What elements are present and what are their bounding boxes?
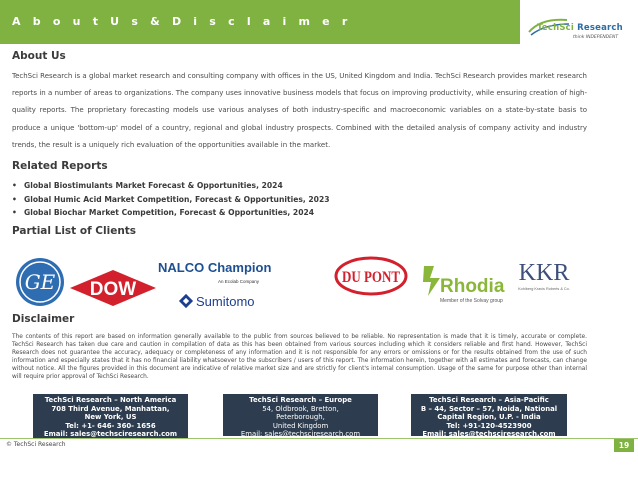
- logo-tagline: think INDEPENDENT: [573, 35, 619, 40]
- email-link[interactable]: Email: sales@techsciresearch.com: [240, 430, 361, 439]
- email-link[interactable]: Email: sales@techsciresearch.com: [43, 430, 178, 439]
- website-link[interactable]: www.techsciresearch.com: [255, 438, 346, 447]
- copyright: © TechSci Research: [6, 441, 66, 448]
- disclaimer-body: The contents of this report are based on information generally available to the public from sources believed to be reliable. No representation is made that it is timely, accurate or complete. TechSci Research has taken due care and caution in compilation of data as this has been obtained from various sources including which it considers reliable and first hand. However, TechSci Research does not guarantee the accuracy, adequacy or completeness of any information and it is not responsible for any errors or omissions or for the results obtained from the use of such information and especially states that it has no financial liability whatsoever to the subscribers / users of this report. The information herein, together with all estimates and forecasts, can change without notice. All the figures provided in this document are indicative of relative market size and are strictly for client's internal consumption. Usage of the same for purpose other than internal will require prior approval of TechSci Research.: [12, 334, 587, 381]
- svg-text:GE: GE: [24, 270, 56, 294]
- kkr-logo: [512, 258, 576, 298]
- report-link-biostimulants[interactable]: • Global Biostimulants Market Forecast & Opportunities, 2024: [12, 181, 283, 190]
- report-link-humic-acid[interactable]: • Global Humic Acid Market Competition, Forecast & Opportunities, 2023: [12, 194, 330, 204]
- website-link[interactable]: www.techsciresearch.com: [438, 438, 540, 447]
- svg-text:Kohlberg Kravis Roberts & Co.: Kohlberg Kravis Roberts & Co.: [518, 287, 570, 291]
- client-logos: [0, 248, 638, 308]
- svg-text:NALCO Champion: NALCO Champion: [158, 260, 272, 275]
- email-link[interactable]: Email: sales@techsciresearch.com: [422, 430, 556, 439]
- logo-text: TechSci Research: [537, 23, 623, 33]
- contact-box-north-america: TechSci Research – North America 708 Third Avenue, Manhattan, New York, US Tel: +1- 646- 360- 1656 Email: sales@techsciresearch.com www.techsciresearch.com: [33, 394, 188, 438]
- nalco-champion-logo: [158, 258, 276, 288]
- svg-text:Rhodia: Rhodia: [440, 276, 505, 297]
- contact-box-asia-pacific: TechSci Research – Asia-Pacific B – 44, Sector – 57, Noida, National Capital Region, U.P. - India Tel: +91-120-4523900 Email: sales@techsciresearch.com www.techsciresearch.com: [411, 394, 567, 436]
- about-body: TechSci Research is a global market research and consulting company with offices in the US, United Kingdom and India. TechSci Research provides market research reports in a number of areas to organizations. The company uses innovative business models that focus on improving productivity, while ensuring creation of high-quality reports. The proprietary forecasting models use various analyses of both industry-specific and macroeconomic variables on a state-by-state basis to produce a unique 'bottom-up' model of a country, regional and global industry prospects. Combined with the detailed analysis of company activity and industry trends, the result is a uniquely rich evaluation of the opportunities available in the market.: [12, 72, 587, 149]
- page-title: A b o u t U s & D i s c l a i m e r: [12, 15, 352, 28]
- contact-box-europe: TechSci Research – Europe 54, Oldbrook, Bretton, Peterborough, United Kingdom Email: sales@techsciresearch.com www.techsciresearch.com: [223, 394, 378, 436]
- rhodia-logo: [420, 262, 510, 310]
- header-bar: [0, 0, 520, 44]
- related-reports-heading: Related Reports: [12, 160, 108, 172]
- disclaimer-heading: Disclaimer: [12, 313, 75, 325]
- ge-logo: [14, 256, 66, 308]
- page-number: 19: [614, 439, 634, 452]
- sumitomo-logo: [178, 292, 282, 310]
- website-link[interactable]: www.techsciresearch.com: [59, 438, 162, 447]
- related-reports-list: [12, 179, 330, 220]
- clients-heading: Partial List of Clients: [12, 225, 137, 237]
- footer-divider: [0, 438, 638, 439]
- svg-text:DU PONT: DU PONT: [342, 269, 401, 286]
- svg-text:Member of the Solvay group: Member of the Solvay group: [440, 298, 503, 304]
- svg-text:An Ecolab Company: An Ecolab Company: [218, 279, 260, 284]
- svg-text:Sumitomo: Sumitomo: [196, 294, 255, 309]
- report-link-biochar[interactable]: • Global Biochar Market Competition, Forecast & Opportunities, 2024: [12, 208, 315, 217]
- dupont-logo: [334, 256, 408, 296]
- dow-logo: [66, 268, 160, 308]
- techsci-logo: [527, 14, 633, 42]
- about-heading: About Us: [12, 50, 66, 62]
- svg-text:DOW: DOW: [89, 279, 137, 300]
- svg-text:KKR: KKR: [518, 260, 570, 286]
